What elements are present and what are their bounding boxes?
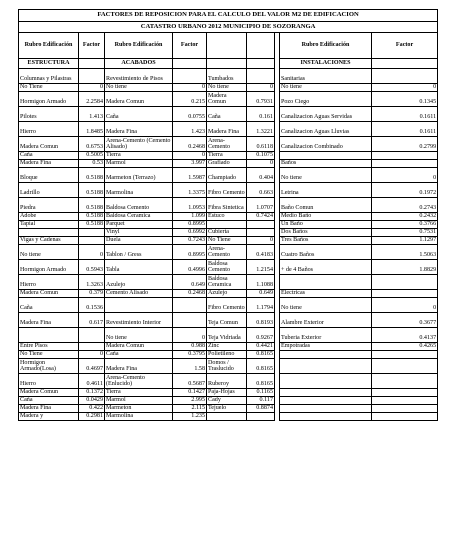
estructura-item-cell: Hormigon Armado [19, 260, 79, 275]
header-rubro-acabados: Rubro Edificación [105, 33, 173, 59]
acabados-factor-cell: 0.649 [173, 275, 207, 290]
cubierta-item-cell: Teja Vidriada [207, 328, 247, 343]
cubierta-item-cell: Madera Comun [207, 92, 247, 107]
acabados-item-cell [105, 298, 173, 313]
acabados-item-cell: Duela [105, 237, 173, 245]
estructura-factor-cell: 0.422 [79, 405, 105, 413]
table-row [19, 160, 438, 168]
cubierta-factor-cell: 0.161 [247, 107, 275, 122]
table-row [19, 152, 438, 160]
instalaciones-item-cell: Empotradas [280, 343, 372, 351]
cubierta-item-cell: Fibro Cemento [207, 183, 247, 198]
acabados-item-cell: Tierra [105, 389, 173, 397]
acabados-item-cell: Marmolina [105, 413, 173, 421]
acabados-factor-cell: 0.4996 [173, 260, 207, 275]
acabados-factor-cell: 0.6992 [173, 229, 207, 237]
instalaciones-factor-cell [372, 405, 438, 413]
estructura-item-cell: Hierro [19, 275, 79, 290]
estructura-item-cell: Hormigon Armado [19, 92, 79, 107]
document-title: FACTORES DE REPOSICION PARA EL CALCULO DEL VALOR M2 DE EDIFICACION [19, 10, 438, 22]
cubierta-item-cell: Baldosa Cemento [207, 260, 247, 275]
acabados-factor-cell: 2.995 [173, 397, 207, 405]
instalaciones-item-cell: Canalizacion Aguas Servidas [280, 107, 372, 122]
cubierta-factor-cell: 0.7424 [247, 213, 275, 221]
cubierta-factor-cell: 0 [247, 237, 275, 245]
acabados-factor-cell: 1.099 [173, 213, 207, 221]
cubierta-item-cell: Azulejo [207, 290, 247, 298]
acabados-item-cell: Tablon / Gress [105, 245, 173, 260]
estructura-item-cell: Bloque [19, 168, 79, 183]
instalaciones-factor-cell: 0 [372, 84, 438, 92]
instalaciones-item-cell: Baño Comun [280, 198, 372, 213]
acabados-factor-cell: 1.235 [173, 413, 207, 421]
cubierta-item-cell: Estuco [207, 213, 247, 221]
instalaciones-factor-cell: 0.1611 [372, 122, 438, 137]
instalaciones-factor-cell: 0.2743 [372, 198, 438, 213]
estructura-factor-cell: 0.4697 [79, 359, 105, 374]
table-row [19, 374, 438, 389]
estructura-factor-cell: 0 [79, 245, 105, 260]
table-row [19, 107, 438, 122]
cubierta-item-cell: Tejuelo [207, 405, 247, 413]
estructura-factor-cell [79, 69, 105, 84]
cubierta-factor-cell: 1.1794 [247, 298, 275, 313]
estructura-factor-cell: 0 [79, 84, 105, 92]
cubierta-factor-cell: 1.3221 [247, 122, 275, 137]
instalaciones-factor-cell [372, 160, 438, 168]
cubierta-factor-cell: 0.6118 [247, 137, 275, 152]
factors-sheet [18, 9, 437, 537]
cubierta-item-cell [207, 413, 247, 421]
cubierta-factor-cell: 0 [247, 160, 275, 168]
instalaciones-factor-cell: 0 [372, 298, 438, 313]
table-row [19, 122, 438, 137]
table-row [19, 183, 438, 198]
acabados-factor-cell: 1.0953 [173, 198, 207, 213]
header-rubro-estructura: Rubro Edificación [19, 33, 79, 59]
instalaciones-item-cell: Sanitarias [280, 69, 372, 84]
acabados-item-cell: Tabla [105, 260, 173, 275]
acabados-factor-cell: 0 [173, 84, 207, 92]
estructura-item-cell: Madera Fina [19, 405, 79, 413]
cubierta-factor-cell [247, 221, 275, 229]
cubierta-factor-cell: 0.117 [247, 397, 275, 405]
estructura-item-cell: No tiene [19, 245, 79, 260]
cubierta-item-cell: Arena-Cemento [207, 137, 247, 152]
instalaciones-item-cell: Medio Baño [280, 213, 372, 221]
acabados-item-cell: Parquet [105, 221, 173, 229]
table-row [19, 237, 438, 245]
cubierta-factor-cell: 0.1165 [247, 389, 275, 397]
cubierta-item-cell: Baldosa Ceramica [207, 275, 247, 290]
instalaciones-factor-cell: 0.2799 [372, 137, 438, 152]
instalaciones-item-cell [280, 413, 372, 421]
acabados-item-cell: Madera Comun [105, 92, 173, 107]
acabados-item-cell: Baldosa Cemento [105, 198, 173, 213]
instalaciones-factor-cell: 0.1972 [372, 183, 438, 198]
estructura-item-cell: Vigas y Cadenas [19, 237, 79, 245]
instalaciones-item-cell: Canalizacion Combinado [280, 137, 372, 152]
estructura-item-cell: Caña [19, 298, 79, 313]
acabados-item-cell: Marmol [105, 160, 173, 168]
cubierta-factor-cell [247, 69, 275, 84]
table-row [19, 92, 438, 107]
instalaciones-factor-cell [372, 374, 438, 389]
table-row [19, 229, 438, 237]
cubierta-item-cell: Cubierta [207, 229, 247, 237]
acabados-item-cell: Marmolina [105, 183, 173, 198]
instalaciones-item-cell [280, 374, 372, 389]
estructura-item-cell: Madera Comun [19, 389, 79, 397]
cubierta-factor-cell: 0.9267 [247, 328, 275, 343]
acabados-factor-cell: 1.5987 [173, 168, 207, 183]
estructura-factor-cell: 0.5188 [79, 183, 105, 198]
cubierta-factor-cell: 0.7931 [247, 92, 275, 107]
cubierta-factor-cell: 0 [247, 84, 275, 92]
table-row [19, 298, 438, 313]
instalaciones-factor-cell [372, 351, 438, 359]
acabados-item-cell: No tiene [105, 328, 173, 343]
acabados-factor-cell: 0.2468 [173, 290, 207, 298]
cubierta-factor-cell: 0.8165 [247, 351, 275, 359]
factors-table-body [19, 10, 438, 421]
instalaciones-item-cell [280, 351, 372, 359]
acabados-factor-cell: 0.215 [173, 92, 207, 107]
instalaciones-factor-cell: 0.1611 [372, 107, 438, 122]
instalaciones-factor-cell: 0.4265 [372, 343, 438, 351]
header-factor-instalaciones: Factor [372, 33, 438, 59]
estructura-item-cell: Madera Comun [19, 290, 79, 298]
estructura-item-cell: Piedra [19, 198, 79, 213]
instalaciones-factor-cell [372, 275, 438, 290]
table-row [19, 328, 438, 343]
acabados-item-cell: Vinyl [105, 229, 173, 237]
instalaciones-factor-cell: 0 [372, 168, 438, 183]
table-row [19, 69, 438, 84]
cubierta-item-cell: Teja Comun [207, 313, 247, 328]
cubierta-factor-cell: 0.649 [247, 290, 275, 298]
table-row [19, 213, 438, 221]
cubierta-factor-cell: 1.1088 [247, 275, 275, 290]
table-row [19, 397, 438, 405]
instalaciones-item-cell: Letrina [280, 183, 372, 198]
estructura-factor-cell: 0.5188 [79, 213, 105, 221]
cubierta-factor-cell: 0.1075 [247, 152, 275, 160]
cubierta-factor-cell: 0.4421 [247, 343, 275, 351]
instalaciones-item-cell: Cuatro Baños [280, 245, 372, 260]
section-estructura: ESTRUCTURA [19, 59, 79, 69]
acabados-factor-cell [173, 69, 207, 84]
instalaciones-factor-cell [372, 397, 438, 405]
table-row [19, 221, 438, 229]
acabados-factor-cell: 0.5687 [173, 374, 207, 389]
instalaciones-item-cell: No tiene [280, 298, 372, 313]
estructura-factor-cell: 0.4611 [79, 374, 105, 389]
estructura-factor-cell: 1.3263 [79, 275, 105, 290]
estructura-factor-cell: 0.0429 [79, 397, 105, 405]
instalaciones-factor-cell: 0.4137 [372, 328, 438, 343]
acabados-factor-cell: 3.997 [173, 160, 207, 168]
estructura-item-cell [19, 229, 79, 237]
table-row [19, 290, 438, 298]
instalaciones-item-cell [280, 152, 372, 160]
acabados-factor-cell [173, 313, 207, 328]
cubierta-item-cell: Fibra Sintetica [207, 198, 247, 213]
section-acabados: ACABADOS [105, 59, 173, 69]
estructura-item-cell: Madera Fina [19, 313, 79, 328]
acabados-item-cell: Azulejo [105, 275, 173, 290]
instalaciones-factor-cell: 1.8829 [372, 260, 438, 275]
cubierta-item-cell: Domos / Traslucido [207, 359, 247, 374]
estructura-factor-cell: 0.5005 [79, 152, 105, 160]
acabados-factor-cell: 0.2468 [173, 137, 207, 152]
cubierta-factor-cell: 0.4183 [247, 245, 275, 260]
acabados-factor-cell: 0.8995 [173, 221, 207, 229]
cubierta-item-cell: Arena-Cemento [207, 245, 247, 260]
estructura-item-cell: Caña [19, 397, 79, 405]
instalaciones-factor-cell [372, 359, 438, 374]
estructura-factor-cell: 0.5943 [79, 260, 105, 275]
estructura-factor-cell: 0.5188 [79, 198, 105, 213]
instalaciones-item-cell: Tuberia Exterior [280, 328, 372, 343]
acabados-factor-cell: 0 [173, 328, 207, 343]
header-factor-estructura: Factor [79, 33, 105, 59]
estructura-factor-cell: 0.2981 [79, 413, 105, 421]
estructura-factor-cell [79, 229, 105, 237]
estructura-item-cell: Columnas y Pilastras [19, 69, 79, 84]
cubierta-item-cell: Champiado [207, 168, 247, 183]
acabados-item-cell: Baldosa Ceramica [105, 213, 173, 221]
estructura-item-cell: Madera Comun [19, 137, 79, 152]
estructura-item-cell: Ladrillo [19, 183, 79, 198]
instalaciones-item-cell: Tres Baños [280, 237, 372, 245]
instalaciones-factor-cell: 0.3766 [372, 221, 438, 229]
acabados-factor-cell: 0 [173, 152, 207, 160]
instalaciones-item-cell: Dos Baños [280, 229, 372, 237]
cubierta-item-cell: Grafiado [207, 160, 247, 168]
table-row [19, 343, 438, 351]
acabados-factor-cell: 0.1427 [173, 389, 207, 397]
table-row [19, 84, 438, 92]
instalaciones-item-cell: Alambre Exterior [280, 313, 372, 328]
table-row [19, 313, 438, 328]
cubierta-factor-cell: 0.8193 [247, 313, 275, 328]
table-row [19, 168, 438, 183]
acabados-item-cell: Caña [105, 351, 173, 359]
factors-table [18, 9, 438, 421]
acabados-item-cell: Marmeton (Terrazo) [105, 168, 173, 183]
acabados-item-cell: Cemento Alisado [105, 290, 173, 298]
instalaciones-item-cell: Un Baño [280, 221, 372, 229]
estructura-factor-cell: 0.1536 [79, 298, 105, 313]
acabados-factor-cell: 2.115 [173, 405, 207, 413]
table-row [19, 137, 438, 152]
table-row [19, 413, 438, 421]
acabados-item-cell: Arena-Cemento (Enlucido) [105, 374, 173, 389]
header-blank [207, 59, 247, 69]
instalaciones-factor-cell [372, 389, 438, 397]
cubierta-item-cell [207, 221, 247, 229]
table-row [19, 351, 438, 359]
cubierta-factor-cell [247, 229, 275, 237]
estructura-item-cell: No Tiene [19, 84, 79, 92]
estructura-item-cell: Madera y [19, 413, 79, 421]
estructura-factor-cell: 0.379 [79, 290, 105, 298]
estructura-item-cell: Hormigon Armado(Losa) [19, 359, 79, 374]
estructura-item-cell: Tapial [19, 221, 79, 229]
table-row [19, 260, 438, 275]
cubierta-item-cell: Cady [207, 397, 247, 405]
table-row [19, 389, 438, 397]
acabados-item-cell: Revestimiento Interior [105, 313, 173, 328]
estructura-factor-cell: 0.6753 [79, 137, 105, 152]
acabados-factor-cell: 1.3375 [173, 183, 207, 198]
instalaciones-factor-cell: 0.2432 [372, 213, 438, 221]
instalaciones-factor-cell: 0.7531 [372, 229, 438, 237]
estructura-item-cell: Pilotes [19, 107, 79, 122]
instalaciones-factor-cell: 0.1345 [372, 92, 438, 107]
acabados-item-cell: No tiene [105, 84, 173, 92]
cubierta-item-cell: Madera Fina [207, 122, 247, 137]
acabados-factor-cell: 0.8995 [173, 245, 207, 260]
table-row [19, 245, 438, 260]
acabados-factor-cell: 0.988 [173, 343, 207, 351]
estructura-item-cell: Hierro [19, 374, 79, 389]
section-instalaciones: INSTALACIONES [280, 59, 372, 69]
table-row [19, 405, 438, 413]
instalaciones-factor-cell [372, 413, 438, 421]
header-blank [247, 33, 275, 59]
estructura-factor-cell [79, 328, 105, 343]
estructura-factor-cell: 0.5188 [79, 221, 105, 229]
cubierta-factor-cell: 0.404 [247, 168, 275, 183]
table-row [19, 275, 438, 290]
instalaciones-item-cell: No tiene [280, 84, 372, 92]
acabados-item-cell: Madera Comun [105, 343, 173, 351]
cubierta-item-cell: Caña [207, 107, 247, 122]
acabados-factor-cell: 0.3795 [173, 351, 207, 359]
acabados-factor-cell [173, 298, 207, 313]
cubierta-item-cell: No Tiene [207, 237, 247, 245]
acabados-item-cell: Marmol [105, 397, 173, 405]
acabados-item-cell: Tierra [105, 152, 173, 160]
instalaciones-factor-cell [372, 290, 438, 298]
instalaciones-item-cell: Electricas [280, 290, 372, 298]
instalaciones-factor-cell [372, 152, 438, 160]
estructura-factor-cell: 0.1372 [79, 389, 105, 397]
header-blank [79, 59, 105, 69]
acabados-factor-cell: 0.0755 [173, 107, 207, 122]
estructura-factor-cell: 1.8485 [79, 122, 105, 137]
cubierta-factor-cell: 1.0707 [247, 198, 275, 213]
cubierta-item-cell: Ruberoy [207, 374, 247, 389]
acabados-factor-cell: 0.7243 [173, 237, 207, 245]
header-rubro-instalaciones: Rubro Edificación [280, 33, 372, 59]
estructura-item-cell [19, 328, 79, 343]
estructura-item-cell: Madera Fina [19, 160, 79, 168]
cubierta-item-cell: Fibro Cemento [207, 298, 247, 313]
acabados-factor-cell: 1.58 [173, 359, 207, 374]
cubierta-factor-cell [247, 413, 275, 421]
instalaciones-item-cell [280, 275, 372, 290]
instalaciones-item-cell [280, 405, 372, 413]
acabados-item-cell: Revestimiento de Pisos [105, 69, 173, 84]
estructura-factor-cell [79, 343, 105, 351]
estructura-item-cell: No Tiene [19, 351, 79, 359]
estructura-factor-cell: 0 [79, 351, 105, 359]
cubierta-factor-cell: 0.8165 [247, 374, 275, 389]
header-blank [207, 33, 247, 59]
instalaciones-item-cell: Canalizacion Aguas Lluvias [280, 122, 372, 137]
estructura-factor-cell: 2.2584 [79, 92, 105, 107]
acabados-item-cell: Caña [105, 107, 173, 122]
instalaciones-item-cell: No tiene [280, 168, 372, 183]
cubierta-factor-cell: 0.663 [247, 183, 275, 198]
cubierta-item-cell: Paja-Hojas [207, 389, 247, 397]
estructura-factor-cell: 1.413 [79, 107, 105, 122]
cubierta-item-cell: Tumbados [207, 69, 247, 84]
cubierta-item-cell: No tiene [207, 84, 247, 92]
table-row [19, 359, 438, 374]
instalaciones-item-cell [280, 397, 372, 405]
header-blank [372, 59, 438, 69]
acabados-item-cell: Madera Fina [105, 122, 173, 137]
header-blank [173, 59, 207, 69]
cubierta-item-cell: Zinc [207, 343, 247, 351]
acabados-item-cell: Madera Fina [105, 359, 173, 374]
estructura-item-cell: Hierro [19, 122, 79, 137]
cubierta-factor-cell: 0.8874 [247, 405, 275, 413]
estructura-item-cell: Caña [19, 152, 79, 160]
estructura-item-cell: Adobe [19, 213, 79, 221]
estructura-factor-cell: 0.5188 [79, 168, 105, 183]
instalaciones-item-cell [280, 389, 372, 397]
instalaciones-factor-cell: 0.3677 [372, 313, 438, 328]
instalaciones-factor-cell [372, 69, 438, 84]
instalaciones-item-cell: Baños [280, 160, 372, 168]
instalaciones-factor-cell: 1.5063 [372, 245, 438, 260]
instalaciones-item-cell: + de 4 Baños [280, 260, 372, 275]
cubierta-factor-cell: 0.8165 [247, 359, 275, 374]
acabados-item-cell: Arena-Cemento (Cemento Alisado) [105, 137, 173, 152]
acabados-item-cell: Marmeton [105, 405, 173, 413]
cubierta-factor-cell: 1.2154 [247, 260, 275, 275]
table-row [19, 198, 438, 213]
estructura-factor-cell [79, 237, 105, 245]
cubierta-item-cell: Tierra [207, 152, 247, 160]
estructura-factor-cell: 0.53 [79, 160, 105, 168]
instalaciones-factor-cell: 1.1297 [372, 237, 438, 245]
instalaciones-item-cell [280, 359, 372, 374]
document-subtitle: CATASTRO URBANO 2012 MUNICIPIO DE SOZORANGA [19, 22, 438, 33]
header-factor-acabados: Factor [173, 33, 207, 59]
cubierta-item-cell: Polietileno [207, 351, 247, 359]
instalaciones-item-cell: Pozo Ciego [280, 92, 372, 107]
estructura-factor-cell: 0.617 [79, 313, 105, 328]
acabados-factor-cell: 1.423 [173, 122, 207, 137]
header-blank [247, 59, 275, 69]
estructura-item-cell: Entre Pisos [19, 343, 79, 351]
